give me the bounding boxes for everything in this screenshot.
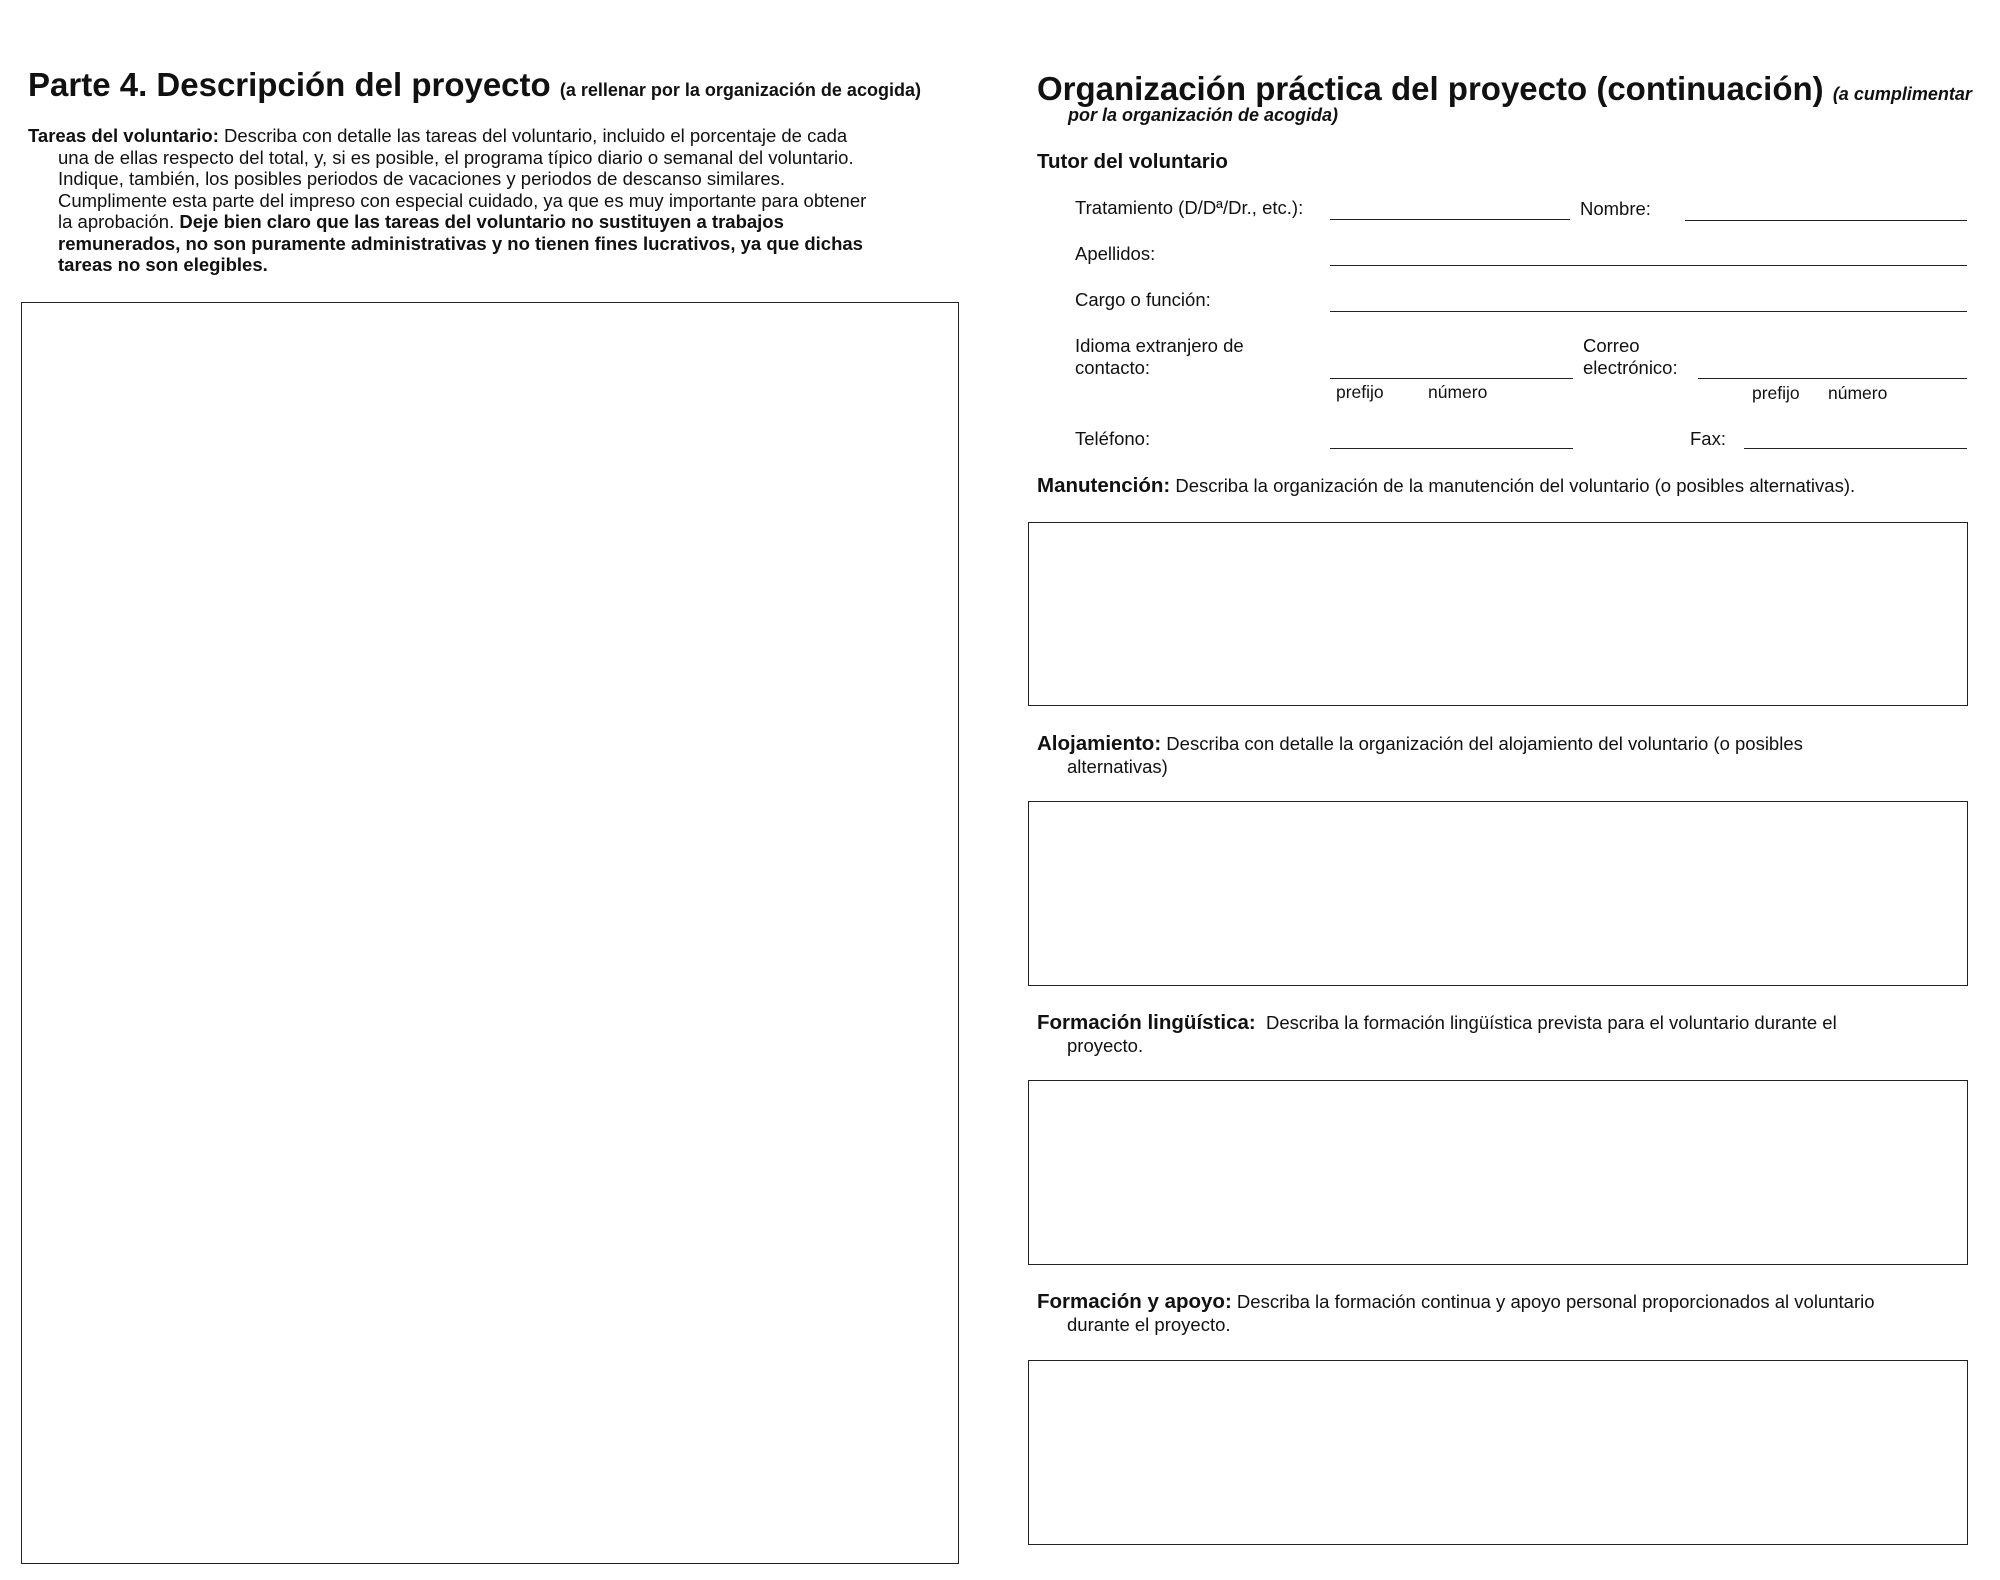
telefono-field[interactable] xyxy=(1330,448,1573,449)
correo-label xyxy=(1583,335,1678,379)
correo-label-2: electrónico: xyxy=(1583,357,1678,378)
apoyo-textarea[interactable] xyxy=(1028,1360,1968,1545)
nombre-field[interactable] xyxy=(1685,220,1967,221)
apoyo-label: Formación y apoyo: xyxy=(1037,1290,1232,1313)
telefono-numero-label: número xyxy=(1428,382,1488,402)
apellidos-label: Apellidos: xyxy=(1075,243,1156,264)
idioma-label xyxy=(1075,335,1244,379)
apoyo-instructions xyxy=(1037,1290,1977,1336)
tasks-label: Tareas del voluntario: xyxy=(28,125,219,146)
apellidos-field[interactable] xyxy=(1330,265,1967,266)
right-page-title xyxy=(1037,70,1972,108)
right-title-note-2: por la organización de acogida) xyxy=(1068,105,1339,125)
tratamiento-label: Tratamiento (D/Dª/Dr., etc.): xyxy=(1075,197,1304,218)
manutencion-textarea[interactable] xyxy=(1028,522,1968,706)
tasks-line-5-bold: Deje bien claro que las tareas del voluntario no sustituyen a trabajos xyxy=(179,211,784,232)
idioma-field[interactable] xyxy=(1330,378,1573,379)
linguistica-text-2: proyecto. xyxy=(1067,1035,1144,1056)
idioma-label-2: contacto: xyxy=(1075,357,1151,378)
manutencion-instructions xyxy=(1037,474,1977,497)
correo-label-1: Correo xyxy=(1583,335,1640,356)
manutencion-text: Describa la organización de la manutención del voluntario (o posibles alternativas). xyxy=(1175,475,1856,496)
nombre-label: Nombre: xyxy=(1580,198,1651,219)
left-title-note: (a rellenar por la organización de acogida) xyxy=(559,80,921,100)
telefono-label: Teléfono: xyxy=(1075,428,1151,449)
tasks-line-6: remunerados, no son puramente administrativas y no tienen fines lucrativos, ya que dichas xyxy=(58,232,863,254)
fax-label: Fax: xyxy=(1690,428,1726,449)
tasks-textarea[interactable] xyxy=(21,302,959,1564)
alojamiento-textarea[interactable] xyxy=(1028,801,1968,986)
cargo-label: Cargo o función: xyxy=(1075,289,1211,310)
tasks-line-3: Indique, también, los posibles periodos de vacaciones y periodos de descanso similares. xyxy=(58,168,786,189)
tasks-line-7: tareas no son elegibles. xyxy=(58,254,268,275)
linguistica-text: Describa la formación lingüística prevista para el voluntario durante el xyxy=(1265,1012,1837,1033)
tutor-heading: Tutor del voluntario xyxy=(1037,150,1228,173)
fax-numero-label: número xyxy=(1828,383,1888,403)
correo-field[interactable] xyxy=(1698,378,1967,379)
left-title-text: Parte 4. Descripción del proyecto xyxy=(28,66,551,103)
right-title-note: (a cumplimentar xyxy=(1832,84,1972,104)
linguistica-label: Formación lingüística: xyxy=(1037,1011,1256,1034)
fax-field[interactable] xyxy=(1744,448,1967,449)
tratamiento-field[interactable] xyxy=(1330,219,1570,220)
fax-prefijo-label: prefijo xyxy=(1752,383,1800,403)
right-title-text: Organización práctica del proyecto (continuación) xyxy=(1037,70,1824,107)
tasks-instructions xyxy=(28,125,928,276)
linguistica-textarea[interactable] xyxy=(1028,1080,1968,1265)
idioma-label-1: Idioma extranjero de xyxy=(1075,335,1244,356)
tasks-line-2: una de ellas respecto del total, y, si es posible, el programa típico diario o semanal del voluntario. xyxy=(58,146,854,168)
cargo-field[interactable] xyxy=(1330,311,1967,312)
manutencion-label: Manutención: xyxy=(1037,474,1171,497)
left-page-title xyxy=(28,66,921,104)
tasks-line-1: Describa con detalle las tareas del voluntario, incluido el porcentaje de cada xyxy=(224,125,848,146)
alojamiento-label: Alojamiento: xyxy=(1037,732,1162,755)
apoyo-text: Describa la formación continua y apoyo personal proporcionados al voluntario xyxy=(1236,1291,1875,1312)
alojamiento-instructions xyxy=(1037,732,1977,778)
linguistica-instructions xyxy=(1037,1011,1977,1057)
tasks-line-5: la aprobación. xyxy=(58,211,175,232)
alojamiento-text: Describa con detalle la organización del alojamiento del voluntario (o posibles xyxy=(1166,733,1803,754)
apoyo-text-2: durante el proyecto. xyxy=(1067,1314,1231,1335)
tasks-line-4: Cumplimente esta parte del impreso con especial cuidado, ya que es muy importante para obtener xyxy=(58,189,867,211)
telefono-prefijo-label: prefijo xyxy=(1336,382,1384,402)
alojamiento-text-2: alternativas) xyxy=(1067,756,1168,777)
